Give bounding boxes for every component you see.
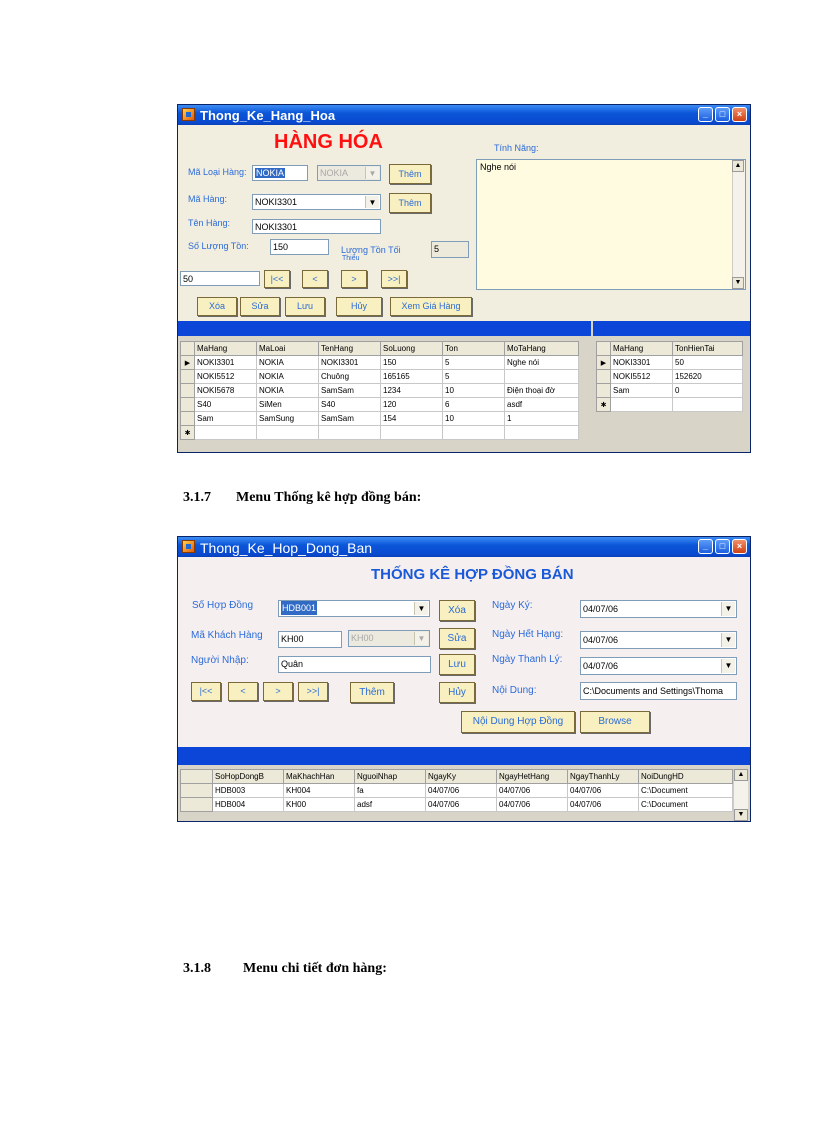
table-cell[interactable]: NOKIA (257, 384, 319, 398)
table-cell[interactable]: Sam (611, 384, 673, 398)
row-header-corner (597, 342, 611, 356)
maximize-icon[interactable]: □ (715, 107, 730, 122)
sua-button[interactable]: Sửa (439, 628, 475, 649)
table-cell[interactable]: 10 (443, 384, 505, 398)
ma-hang-label: Mã Hàng: (188, 194, 228, 204)
ngay-het-han-picker[interactable] (580, 631, 737, 649)
ngay-ky-label: Ngày Ký: (492, 600, 533, 611)
tinh-nang-scrollbar[interactable] (732, 160, 745, 289)
last-record-button[interactable]: >>| (381, 270, 407, 288)
column-header[interactable]: NgayKy (426, 770, 497, 784)
tinh-nang-value: Nghe nói (480, 162, 517, 172)
chevron-down-icon: ▼ (414, 632, 428, 645)
ma-khach-hang-combo-value: KH00 (351, 633, 374, 643)
table-cell[interactable]: 04/07/06 (568, 798, 639, 812)
prev-record-button[interactable]: < (228, 682, 258, 701)
ten-hang-input[interactable]: NOKI3301 (252, 219, 381, 234)
page-title: HÀNG HÓA (274, 131, 383, 153)
table-cell[interactable]: NOKI3301 (319, 356, 381, 370)
table-cell[interactable] (505, 426, 579, 440)
table-cell[interactable]: 10 (443, 412, 505, 426)
table-cell[interactable]: 04/07/06 (426, 798, 497, 812)
so-luong-ton-label: Số Lượng Tồn: (188, 241, 249, 251)
prev-record-button[interactable]: < (302, 270, 328, 288)
luu-button[interactable]: Lưu (439, 654, 475, 675)
table-cell[interactable]: NOKI3301 (195, 356, 257, 370)
table-cell[interactable]: 150 (381, 356, 443, 370)
window-thong-ke-hop-dong-ban (177, 536, 751, 822)
table-row[interactable] (181, 798, 733, 812)
ton-hien-tai-grid[interactable] (596, 341, 743, 412)
first-record-button[interactable]: |<< (264, 270, 290, 288)
sua-button[interactable]: Sửa (240, 297, 280, 316)
table-cell[interactable]: Chuông (319, 370, 381, 384)
table-cell[interactable]: 5 (443, 356, 505, 370)
column-header[interactable]: MaLoai (257, 342, 319, 356)
column-header[interactable]: Ton (443, 342, 505, 356)
table-cell[interactable]: SamSam (319, 412, 381, 426)
position-input[interactable]: 50 (180, 271, 260, 286)
grid-scrollbar[interactable] (733, 769, 748, 821)
xoa-button[interactable]: Xóa (197, 297, 237, 316)
table-cell[interactable]: 04/07/06 (497, 784, 568, 798)
table-cell[interactable]: HDB004 (213, 798, 284, 812)
new-row[interactable] (181, 426, 579, 440)
chevron-down-icon[interactable]: ▼ (414, 602, 428, 615)
table-cell[interactable] (381, 426, 443, 440)
table-cell[interactable]: 1 (505, 412, 579, 426)
nguoi-nhap-input[interactable]: Quân (278, 656, 431, 673)
table-cell[interactable]: 154 (381, 412, 443, 426)
window-title: Thong_Ke_Hop_Dong_Ban (200, 540, 373, 556)
app-icon (182, 108, 195, 121)
app-icon (182, 540, 195, 553)
row-header[interactable] (181, 398, 195, 412)
nguoi-nhap-label: Người Nhập: (191, 655, 249, 666)
noi-dung-hop-dong-button[interactable]: Nội Dung Hợp Đồng (461, 711, 575, 733)
table-cell[interactable]: NOKI5512 (195, 370, 257, 384)
table-cell[interactable]: SamSung (257, 412, 319, 426)
section-heading-3-1-8 (183, 961, 387, 977)
table-row[interactable] (181, 398, 579, 412)
column-header[interactable]: MaHang (195, 342, 257, 356)
chevron-down-icon[interactable]: ▼ (365, 196, 379, 208)
table-cell[interactable]: Điện thoại đờ (505, 384, 579, 398)
table-cell[interactable] (443, 426, 505, 440)
ngay-thanh-ly-label: Ngày Thanh Lý: (492, 654, 563, 665)
table-cell[interactable]: fa (355, 784, 426, 798)
column-header[interactable]: MaHang (611, 342, 673, 356)
table-cell[interactable] (319, 426, 381, 440)
table-cell[interactable] (505, 370, 579, 384)
table-cell[interactable]: NOKI5512 (611, 370, 673, 384)
xem-gia-hang-button[interactable]: Xem Giá Hàng (390, 297, 472, 316)
ma-hang-select[interactable] (252, 194, 381, 210)
ma-khach-hang-combo (348, 630, 430, 647)
title-bar[interactable] (178, 105, 750, 125)
table-cell[interactable]: 1234 (381, 384, 443, 398)
xoa-button[interactable]: Xóa (439, 600, 475, 621)
table-cell[interactable]: 152620 (673, 370, 743, 384)
table-row[interactable] (597, 370, 743, 384)
asterisk-icon[interactable]: ✱ (597, 398, 611, 412)
table-cell[interactable]: HDB003 (213, 784, 284, 798)
ma-khach-hang-label: Mã Khách Hàng (191, 630, 263, 641)
hang-hoa-grid[interactable] (180, 341, 579, 440)
grid2-header-row (597, 342, 743, 356)
table-cell[interactable]: C:\Document (639, 798, 733, 812)
table-cell[interactable]: Sam (195, 412, 257, 426)
scroll-down-icon[interactable]: ▼ (732, 277, 744, 289)
so-hop-dong-select[interactable] (278, 600, 430, 617)
tinh-nang-textarea[interactable] (476, 159, 746, 290)
table-row[interactable] (181, 370, 579, 384)
table-row[interactable] (181, 384, 579, 398)
window-thong-ke-hang-hoa (177, 104, 751, 453)
table-cell[interactable]: 50 (673, 356, 743, 370)
triangle-right-icon[interactable]: ▶ (181, 356, 195, 370)
ma-loai-hang-input[interactable] (252, 165, 308, 181)
table-cell[interactable]: 6 (443, 398, 505, 412)
asterisk-icon[interactable]: ✱ (181, 426, 195, 440)
table-cell[interactable]: 165165 (381, 370, 443, 384)
section-title: Menu Thống kê hợp đồng bán: (236, 490, 422, 505)
table-cell[interactable]: S40 (319, 398, 381, 412)
huy-button[interactable]: Hủy (336, 297, 382, 316)
maximize-icon[interactable]: □ (715, 539, 730, 554)
next-record-button[interactable]: > (341, 270, 367, 288)
ngay-thanh-ly-value: 04/07/06 (583, 661, 619, 671)
close-icon[interactable]: × (732, 539, 747, 554)
table-cell[interactable]: NOKIA (257, 370, 319, 384)
chevron-down-icon[interactable]: ▼ (721, 602, 735, 616)
luu-button[interactable]: Lưu (285, 297, 325, 316)
browse-button[interactable]: Browse (580, 711, 650, 733)
table-cell[interactable]: 04/07/06 (568, 784, 639, 798)
section-title: Menu chi tiết đơn hàng: (243, 961, 387, 976)
ma-khach-hang-input[interactable]: KH00 (278, 631, 342, 648)
column-header[interactable]: NoiDungHD (639, 770, 733, 784)
ngay-het-han-label: Ngày Hết Hạng: (492, 629, 564, 640)
table-cell[interactable]: adsf (355, 798, 426, 812)
table-cell[interactable]: C:\Document (639, 784, 733, 798)
column-header[interactable]: NgayHetHang (497, 770, 568, 784)
close-icon[interactable]: × (732, 107, 747, 122)
row-header[interactable] (181, 784, 213, 798)
row-header[interactable] (181, 384, 195, 398)
luong-ton-toi-thieu-label-2: Thiểu (342, 255, 360, 262)
table-cell[interactable] (673, 398, 743, 412)
them-button[interactable]: Thêm (350, 682, 394, 703)
table-cell[interactable]: NOKIA (257, 356, 319, 370)
column-header[interactable]: SoLuong (381, 342, 443, 356)
luong-ton-toi-thieu-input[interactable]: 5 (431, 241, 469, 258)
row-header[interactable] (181, 370, 195, 384)
section-number: 3.1.8 (183, 961, 211, 976)
column-header[interactable]: TonHienTai (673, 342, 743, 356)
scroll-down-icon[interactable]: ▼ (734, 809, 748, 821)
new-row[interactable] (597, 398, 743, 412)
table-cell[interactable]: KH004 (284, 784, 355, 798)
next-record-button[interactable]: > (263, 682, 293, 701)
row-header-corner (181, 770, 213, 784)
chevron-down-icon[interactable]: ▼ (721, 659, 735, 673)
section-heading-3-1-7 (183, 490, 421, 506)
column-header[interactable]: SoHopDongB (213, 770, 284, 784)
row-header[interactable] (597, 384, 611, 398)
row-header-corner (181, 342, 195, 356)
grid1-header-row (181, 342, 579, 356)
luong-ton-toi-thieu-label: Lượng Tồn Tối (341, 245, 401, 255)
so-hop-dong-value: HDB001 (282, 603, 317, 613)
table-cell[interactable]: Nghe nói (505, 356, 579, 370)
noi-dung-input[interactable]: C:\Documents and Settings\Thoma (580, 682, 737, 700)
table-cell[interactable]: 04/07/06 (497, 798, 568, 812)
ten-hang-label: Tên Hàng: (188, 218, 231, 228)
ngay-het-han-value: 04/07/06 (583, 635, 619, 645)
ma-loai-hang-value: NOKIA (256, 168, 285, 178)
table-cell[interactable] (195, 426, 257, 440)
column-header[interactable]: NgayThanhLy (568, 770, 639, 784)
ma-loai-hang-combo (317, 165, 381, 181)
row-header[interactable] (181, 798, 213, 812)
ngay-ky-value: 04/07/06 (583, 604, 619, 614)
grid-caption (178, 747, 750, 765)
table-cell[interactable]: SiMen (257, 398, 319, 412)
chevron-down-icon: ▼ (365, 167, 379, 179)
them-loai-hang-button[interactable]: Thêm (389, 164, 431, 184)
title-bar[interactable] (178, 537, 750, 557)
ma-hang-value: NOKI3301 (255, 197, 298, 207)
table-cell[interactable]: KH00 (284, 798, 355, 812)
column-header[interactable]: NguoiNhap (355, 770, 426, 784)
minimize-icon[interactable]: _ (698, 107, 713, 122)
table-cell[interactable] (611, 398, 673, 412)
ngay-ky-picker[interactable] (580, 600, 737, 618)
triangle-right-icon[interactable]: ▶ (597, 356, 611, 370)
table-row[interactable] (181, 412, 579, 426)
chevron-down-icon[interactable]: ▼ (721, 633, 735, 647)
table-cell[interactable]: S40 (195, 398, 257, 412)
noi-dung-label: Nội Dung: (492, 685, 537, 696)
hop-dong-ban-grid[interactable] (180, 769, 733, 812)
table-row[interactable] (597, 356, 743, 370)
section-number: 3.1.7 (183, 490, 211, 505)
table-cell[interactable]: NOKI5678 (195, 384, 257, 398)
tinh-nang-label: Tính Năng: (494, 143, 539, 153)
ngay-thanh-ly-picker[interactable] (580, 657, 737, 675)
first-record-button[interactable]: |<< (191, 682, 221, 701)
table-cell[interactable]: 5 (443, 370, 505, 384)
grid2-caption (593, 321, 750, 336)
ma-loai-hang-label: Mã Loại Hàng: (188, 167, 247, 177)
huy-button[interactable]: Hủy (439, 682, 475, 703)
table-cell[interactable]: 04/07/06 (426, 784, 497, 798)
table-cell[interactable]: NOKI3301 (611, 356, 673, 370)
ma-loai-hang-combo-value: NOKIA (320, 168, 349, 178)
column-header[interactable]: MaKhachHan (284, 770, 355, 784)
table-row[interactable] (597, 384, 743, 398)
scroll-up-icon[interactable]: ▲ (734, 769, 748, 781)
table-cell[interactable] (257, 426, 319, 440)
table-row[interactable] (181, 356, 579, 370)
grid1-caption (178, 321, 591, 336)
grid3-header-row (181, 770, 733, 784)
so-luong-ton-input[interactable]: 150 (270, 239, 329, 255)
last-record-button[interactable]: >>| (298, 682, 328, 701)
them-hang-button[interactable]: Thêm (389, 193, 431, 213)
so-hop-dong-label: Số Hợp Đồng (192, 600, 254, 611)
table-cell[interactable]: asdf (505, 398, 579, 412)
table-cell[interactable]: 0 (673, 384, 743, 398)
table-cell[interactable]: SamSam (319, 384, 381, 398)
row-header[interactable] (597, 370, 611, 384)
table-cell[interactable]: 120 (381, 398, 443, 412)
scroll-up-icon[interactable]: ▲ (732, 160, 744, 172)
page-title: THỐNG KÊ HỢP ĐỒNG BÁN (371, 566, 574, 583)
column-header[interactable]: TenHang (319, 342, 381, 356)
row-header[interactable] (181, 412, 195, 426)
column-header[interactable]: MoTaHang (505, 342, 579, 356)
table-row[interactable] (181, 784, 733, 798)
window-title: Thong_Ke_Hang_Hoa (200, 108, 336, 123)
minimize-icon[interactable]: _ (698, 539, 713, 554)
